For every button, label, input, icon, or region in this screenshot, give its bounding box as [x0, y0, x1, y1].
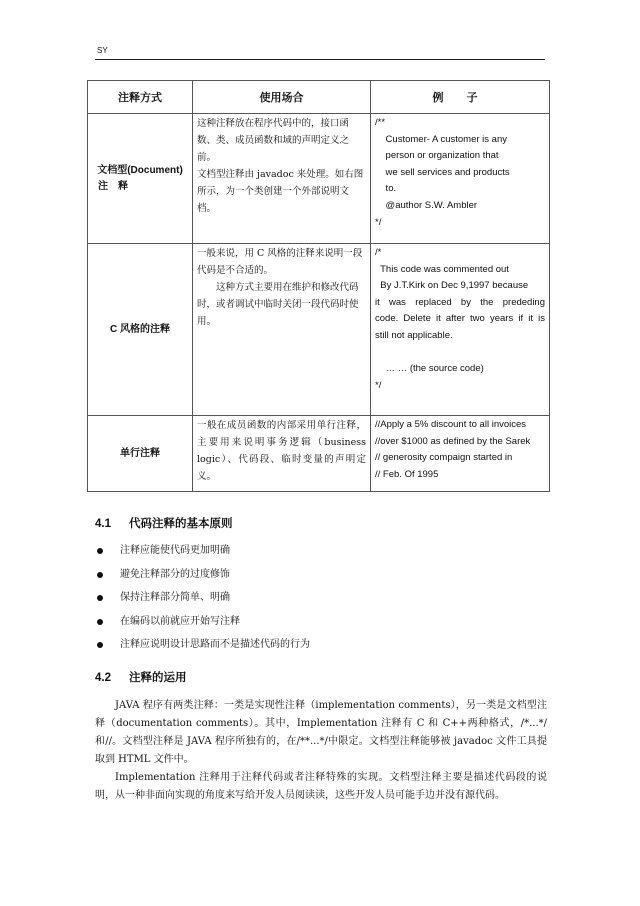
table-row [88, 244, 550, 416]
type-label: 单行注释 [120, 447, 160, 459]
list-item: 在编码以前就应开始写注释 [95, 610, 310, 634]
column-header-example: 例 子 [371, 81, 550, 114]
code-line: This code was commented out [375, 263, 509, 275]
header-label: SY [97, 46, 108, 55]
type-label: C 风格的注释 [110, 323, 170, 335]
code-line: to. [375, 183, 397, 195]
example-cell [371, 244, 550, 416]
code-line: //Apply a 5% discount to all invoices [375, 419, 527, 430]
code-line: still not applicable. [375, 329, 453, 341]
code-line: //over $1000 as defined by the Sarek [375, 435, 531, 447]
code-line: /* [375, 247, 382, 258]
body-text [95, 697, 547, 805]
page-header [95, 46, 545, 60]
principles-list [95, 539, 310, 657]
type-cell [88, 114, 193, 244]
list-item: 保持注释部分简单、明确 [95, 586, 310, 610]
code-line: By J.T.Kirk on Dec 9,1997 because [375, 280, 529, 292]
section-heading [95, 669, 187, 685]
section-number: 4.1 [95, 518, 111, 530]
usage-text: 一般来说，用 C 风格的注释来说明一段代码是不合适的。 [197, 248, 363, 276]
code-line: /** [375, 117, 386, 128]
section-title: 注释的运用 [129, 672, 187, 684]
code-line: code. Delete it after two years if it is [375, 313, 545, 325]
type-label: 文档型(Document) [97, 164, 183, 176]
code-line: // Feb. Of 1995 [375, 468, 439, 480]
list-item: 避免注释部分的过度修饰 [95, 563, 310, 587]
code-line: … … (the source code) [375, 363, 484, 375]
list-item: 注释应说明设计思路而不是描述代码的行为 [95, 633, 310, 657]
table-row [88, 416, 550, 492]
type-label: 注 释 [98, 180, 128, 192]
comment-types-table [87, 80, 550, 492]
code-line: */ [375, 216, 382, 228]
code-line [375, 345, 545, 362]
paragraph: Implementation 注释用于注释代码或者注释特殊的实现。文档型注释主要是描述代码段的说明，从一种非面向实现的角度来写给开发人员阅读读，这些开发人员可能手边并没有源代码。 [95, 772, 547, 801]
example-cell [371, 416, 550, 492]
type-cell [88, 416, 193, 492]
table-header-row [88, 81, 550, 114]
section-title: 代码注释的基本原则 [129, 518, 233, 530]
code-line: */ [375, 379, 382, 391]
column-header-usage: 使用场合 [193, 81, 371, 114]
type-cell [88, 244, 193, 416]
usage-cell [193, 244, 371, 416]
usage-text: 文档型注释由 javadoc 来处理。如右图所示，为一个类创建一个外部说明文档。 [197, 169, 364, 214]
usage-text: 一般在成员函数的内部采用单行注释，主要用来说明事务逻辑（business logic）、代码段、临时变量的声明定义。 [197, 420, 366, 482]
usage-text: 这种方式主要用在维护和修改代码时，或者调试中临时关闭一段代码时使用。 [197, 282, 359, 327]
usage-text: 这种注释放在程序代码中的，接口函数、类、成员函数和域的声明定义之前。 [197, 118, 350, 163]
column-header-type: 注释方式 [88, 81, 193, 114]
usage-cell [193, 416, 371, 492]
code-line: @author S.W. Ambler [375, 199, 478, 211]
code-line: Customer- A customer is any [375, 133, 507, 145]
section-number: 4.2 [95, 672, 111, 684]
code-line: // generosity compaign started in [375, 452, 513, 464]
table-row [88, 114, 550, 244]
code-line: we sell services and products [375, 166, 510, 178]
code-line: person or organization that [375, 150, 499, 162]
list-item: 注释应能使代码更加明确 [95, 539, 310, 563]
example-cell [371, 114, 550, 244]
paragraph: JAVA 程序有两类注释：一类是实现性注释（implementation comments），另一类是文档型注释（documentation comments）。其中，Implementation 注释有 C 和 C++两种格式，/*...*/ 和//。文档型注释是 JAVA 程序所独有的，在/**...*/中限定。文档型注释能够被 javadoc 文件工具提取到 HTML 文件中。 [95, 700, 547, 765]
usage-cell [193, 114, 371, 244]
section-heading [95, 515, 233, 531]
code-line: it was replaced by the prededing [375, 296, 545, 308]
